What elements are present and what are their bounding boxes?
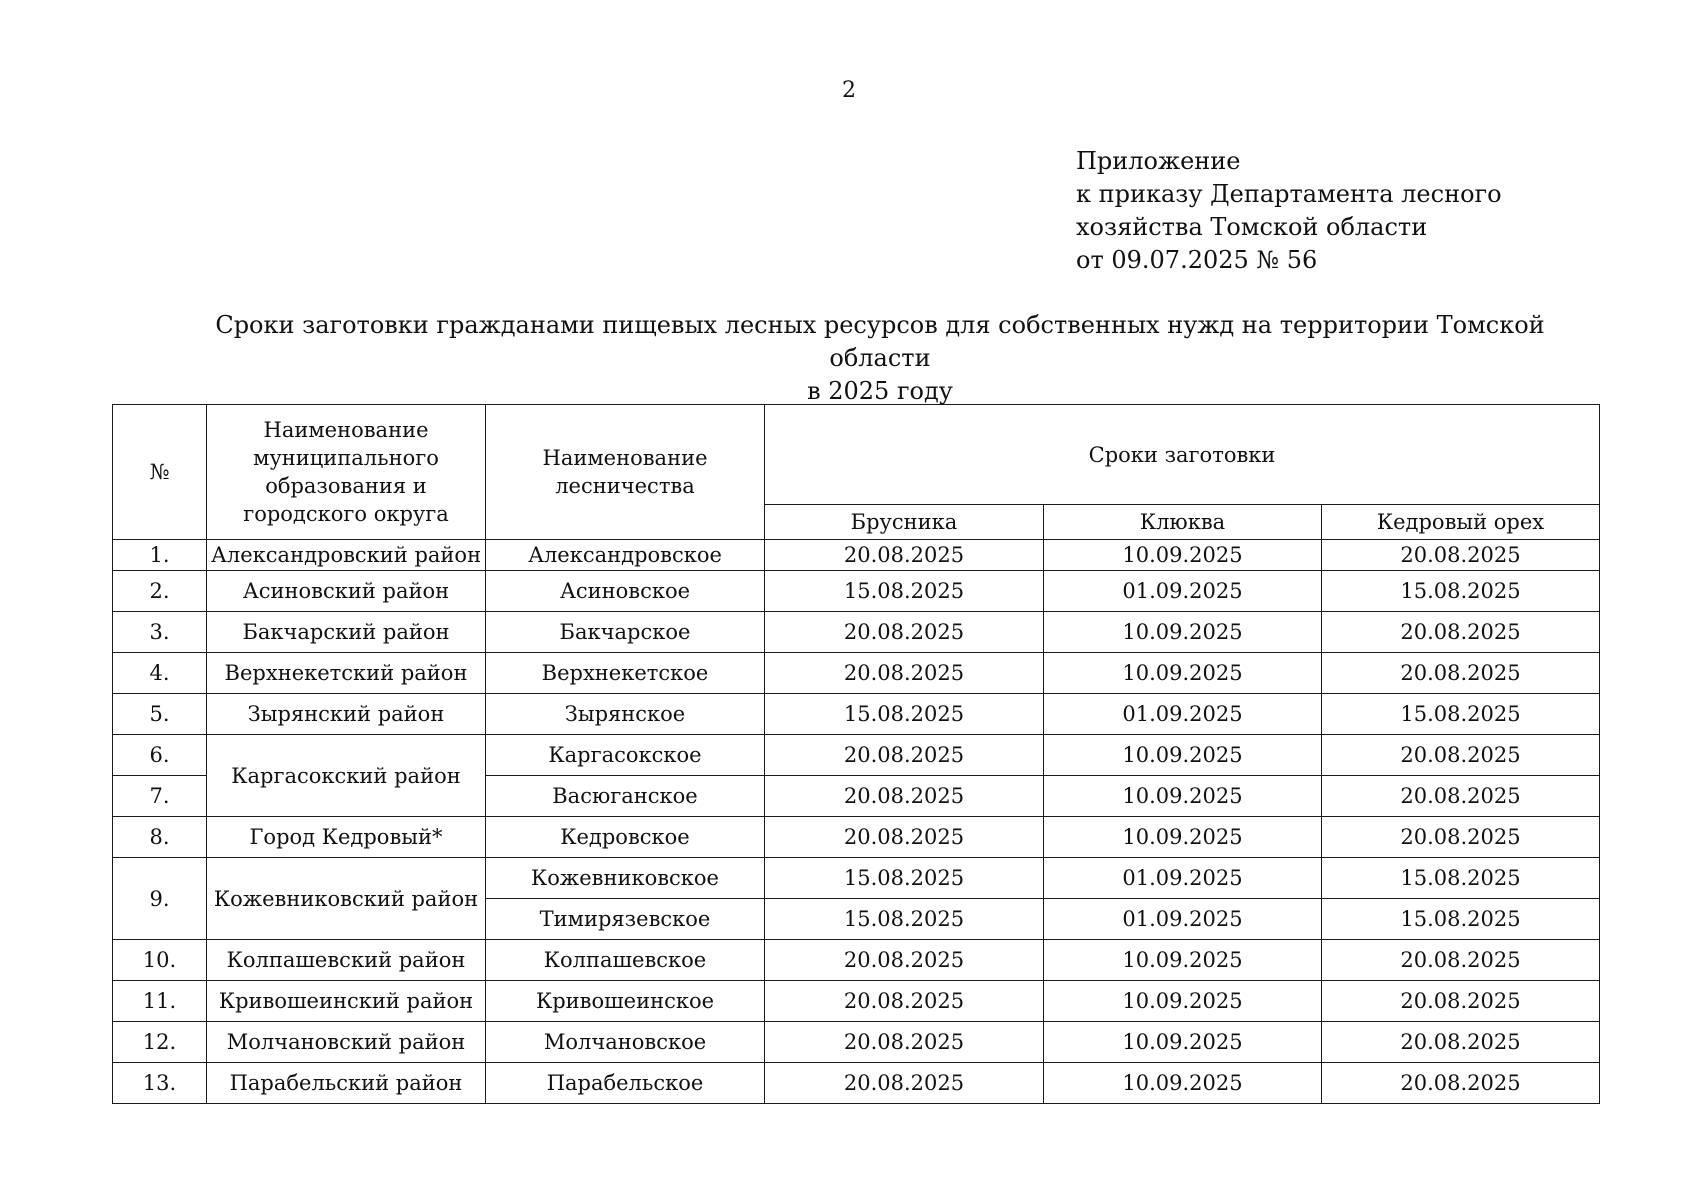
district-name: Верхнекетский район (207, 653, 486, 694)
lingonberry-date: 20.08.2025 (765, 735, 1044, 776)
table-row (113, 612, 1600, 653)
district-name: Александровский район (207, 540, 486, 571)
district-name: Город Кедровый* (207, 817, 486, 858)
forestry-name: Колпашевское (486, 940, 765, 981)
cranberry-date: 01.09.2025 (1044, 694, 1322, 735)
forestry-name: Зырянское (486, 694, 765, 735)
cedar-nut-date: 20.08.2025 (1322, 776, 1600, 817)
lingonberry-date: 20.08.2025 (765, 1063, 1044, 1104)
district-name: Зырянский район (207, 694, 486, 735)
appendix-line: к приказу Департамента лесного (1076, 180, 1502, 208)
forestry-name: Тимирязевское (486, 899, 765, 940)
row-number: 8. (113, 817, 207, 858)
forestry-name: Кедровское (486, 817, 765, 858)
table-row (113, 981, 1600, 1022)
district-name: Кривошеинский район (207, 981, 486, 1022)
forestry-name: Каргасокское (486, 735, 765, 776)
row-number: 9. (113, 858, 207, 940)
cranberry-date: 10.09.2025 (1044, 776, 1322, 817)
cedar-nut-date: 15.08.2025 (1322, 694, 1600, 735)
lingonberry-date: 20.08.2025 (765, 653, 1044, 694)
cedar-nut-date: 15.08.2025 (1322, 858, 1600, 899)
appendix-line: Приложение (1076, 147, 1241, 175)
forestry-name: Александровское (486, 540, 765, 571)
row-number: 11. (113, 981, 207, 1022)
title-line-2: в 2025 году (807, 377, 953, 405)
cedar-nut-date: 20.08.2025 (1322, 735, 1600, 776)
row-number: 3. (113, 612, 207, 653)
row-number: 6. (113, 735, 207, 776)
cranberry-date: 01.09.2025 (1044, 571, 1322, 612)
table-row (113, 653, 1600, 694)
row-number: 2. (113, 571, 207, 612)
cedar-nut-date: 20.08.2025 (1322, 1022, 1600, 1063)
lingonberry-date: 15.08.2025 (765, 694, 1044, 735)
district-name: Колпашевский район (207, 940, 486, 981)
cranberry-date: 10.09.2025 (1044, 940, 1322, 981)
row-number: 10. (113, 940, 207, 981)
row-number: 12. (113, 1022, 207, 1063)
district-name: Парабельский район (207, 1063, 486, 1104)
table-row (113, 571, 1600, 612)
header-harvest-terms: Сроки заготовки (765, 405, 1600, 505)
table-row (113, 1022, 1600, 1063)
district-name: Кожевниковский район (207, 858, 486, 940)
forestry-name: Васюганское (486, 776, 765, 817)
table-row (113, 540, 1600, 571)
lingonberry-date: 20.08.2025 (765, 612, 1044, 653)
row-number: 7. (113, 776, 207, 817)
forestry-name: Бакчарское (486, 612, 765, 653)
header-forestry: Наименование лесничества (486, 405, 765, 540)
lingonberry-date: 20.08.2025 (765, 940, 1044, 981)
appendix-line: от 09.07.2025 № 56 (1076, 246, 1318, 274)
cedar-nut-date: 20.08.2025 (1322, 653, 1600, 694)
cranberry-date: 01.09.2025 (1044, 899, 1322, 940)
lingonberry-date: 20.08.2025 (765, 817, 1044, 858)
row-number: 1. (113, 540, 207, 571)
cedar-nut-date: 20.08.2025 (1322, 940, 1600, 981)
cranberry-date: 10.09.2025 (1044, 612, 1322, 653)
cedar-nut-date: 20.08.2025 (1322, 817, 1600, 858)
table-row (113, 817, 1600, 858)
document-title (180, 309, 1580, 408)
cedar-nut-date: 15.08.2025 (1322, 571, 1600, 612)
header-municipality: Наименование муниципального образования и городского округа (207, 405, 486, 540)
appendix-block (1076, 145, 1502, 277)
cranberry-date: 10.09.2025 (1044, 981, 1322, 1022)
cedar-nut-date: 15.08.2025 (1322, 899, 1600, 940)
cedar-nut-date: 20.08.2025 (1322, 540, 1600, 571)
cedar-nut-date: 20.08.2025 (1322, 1063, 1600, 1104)
forestry-name: Верхнекетское (486, 653, 765, 694)
cranberry-date: 01.09.2025 (1044, 858, 1322, 899)
forestry-name: Молчановское (486, 1022, 765, 1063)
row-number: 13. (113, 1063, 207, 1104)
page-number: 2 (842, 78, 856, 103)
lingonberry-date: 20.08.2025 (765, 981, 1044, 1022)
lingonberry-date: 20.08.2025 (765, 540, 1044, 571)
forestry-name: Парабельское (486, 1063, 765, 1104)
cedar-nut-date: 20.08.2025 (1322, 981, 1600, 1022)
district-name: Молчановский район (207, 1022, 486, 1063)
cedar-nut-date: 20.08.2025 (1322, 612, 1600, 653)
harvest-schedule-table (112, 404, 1600, 1104)
lingonberry-date: 15.08.2025 (765, 571, 1044, 612)
lingonberry-date: 15.08.2025 (765, 899, 1044, 940)
cranberry-date: 10.09.2025 (1044, 653, 1322, 694)
district-name: Асиновский район (207, 571, 486, 612)
title-line-1: Сроки заготовки гражданами пищевых лесных ресурсов для собственных нужд на территории Томской области (215, 311, 1545, 372)
district-name: Бакчарский район (207, 612, 486, 653)
row-number: 4. (113, 653, 207, 694)
cranberry-date: 10.09.2025 (1044, 735, 1322, 776)
header-lingonberry: Брусника (765, 505, 1044, 540)
forestry-name: Асиновское (486, 571, 765, 612)
row-number: 5. (113, 694, 207, 735)
appendix-line: хозяйства Томской области (1076, 213, 1428, 241)
cranberry-date: 10.09.2025 (1044, 540, 1322, 571)
table-row (113, 940, 1600, 981)
district-name: Каргасокский район (207, 735, 486, 817)
cranberry-date: 10.09.2025 (1044, 817, 1322, 858)
cranberry-date: 10.09.2025 (1044, 1022, 1322, 1063)
header-number: № (113, 405, 207, 540)
lingonberry-date: 20.08.2025 (765, 1022, 1044, 1063)
table-row (113, 858, 1600, 899)
table-row (113, 735, 1600, 776)
cranberry-date: 10.09.2025 (1044, 1063, 1322, 1104)
table-row (113, 694, 1600, 735)
forestry-name: Кривошеинское (486, 981, 765, 1022)
lingonberry-date: 15.08.2025 (765, 858, 1044, 899)
lingonberry-date: 20.08.2025 (765, 776, 1044, 817)
header-cranberry: Клюква (1044, 505, 1322, 540)
table-row (113, 1063, 1600, 1104)
header-cedar-nut: Кедровый орех (1322, 505, 1600, 540)
forestry-name: Кожевниковское (486, 858, 765, 899)
